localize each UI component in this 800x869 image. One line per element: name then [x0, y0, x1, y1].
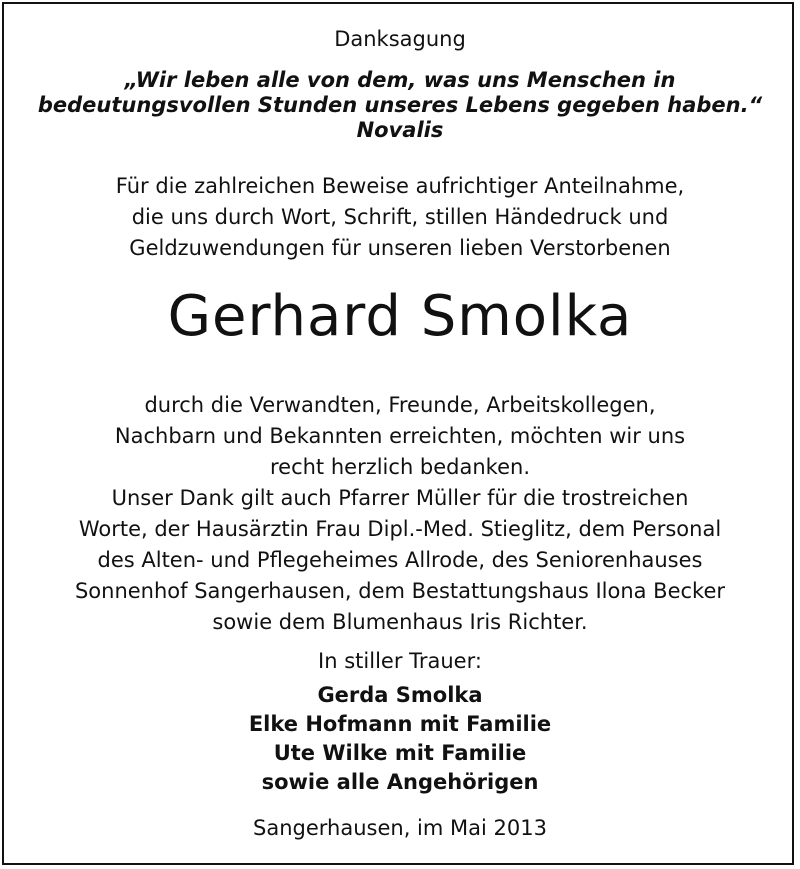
quote-line: bedeutungsvollen Stunden unseres Lebens gegeben haben.“ [37, 93, 763, 117]
thanks-line: Worte, der Hausärztin Frau Dipl.-Med. Stieglitz, dem Personal [78, 517, 722, 541]
mourning-label [0, 646, 800, 676]
thanks-line: Sonnenhof Sangerhausen, dem Bestattungshaus Ilona Becker [74, 579, 726, 603]
deceased-name-text: Gerhard Smolka [167, 284, 633, 349]
heading-text: Danksagung [334, 27, 466, 51]
mourner-name: Ute Wilke mit Familie [273, 741, 527, 765]
mourner-name: sowie alle Angehörigen [261, 770, 539, 794]
notice-heading [0, 26, 800, 52]
quote-author: Novalis [356, 118, 444, 142]
quote-line: „Wir leben alle von dem, was uns Menschen in [124, 68, 676, 92]
deceased-name [0, 272, 800, 362]
thanks-paragraph [0, 390, 800, 638]
thanks-line: Nachbarn und Bekannten erreichten, möchten wir uns [114, 424, 686, 448]
thanks-line: durch die Verwandten, Freunde, Arbeitskollegen, [144, 393, 656, 417]
thanks-line: recht herzlich bedanken. [269, 455, 531, 479]
thanks-line: des Alten- und Pflegeheimes Allrode, des Seniorenhauses [97, 548, 703, 572]
thanks-line: sowie dem Blumenhaus Iris Richter. [212, 610, 588, 634]
intro-line: Für die zahlreichen Beweise aufrichtiger Anteilnahme, [115, 174, 685, 198]
mourning-label-text: In stiller Trauer: [318, 649, 482, 673]
intro-line: die uns durch Wort, Schrift, stillen Händedruck und [131, 205, 669, 229]
mourners-list [0, 681, 800, 797]
place-date [0, 814, 800, 842]
place-date-text: Sangerhausen, im Mai 2013 [253, 816, 547, 840]
thanks-line: Unser Dank gilt auch Pfarrer Müller für die trostreichen [111, 486, 689, 510]
quote-block [0, 68, 800, 143]
intro-paragraph [0, 171, 800, 264]
intro-line: Geldzuwendungen für unseren lieben Verstorbenen [129, 236, 671, 260]
mourner-name: Gerda Smolka [317, 683, 483, 707]
mourner-name: Elke Hofmann mit Familie [248, 712, 552, 736]
